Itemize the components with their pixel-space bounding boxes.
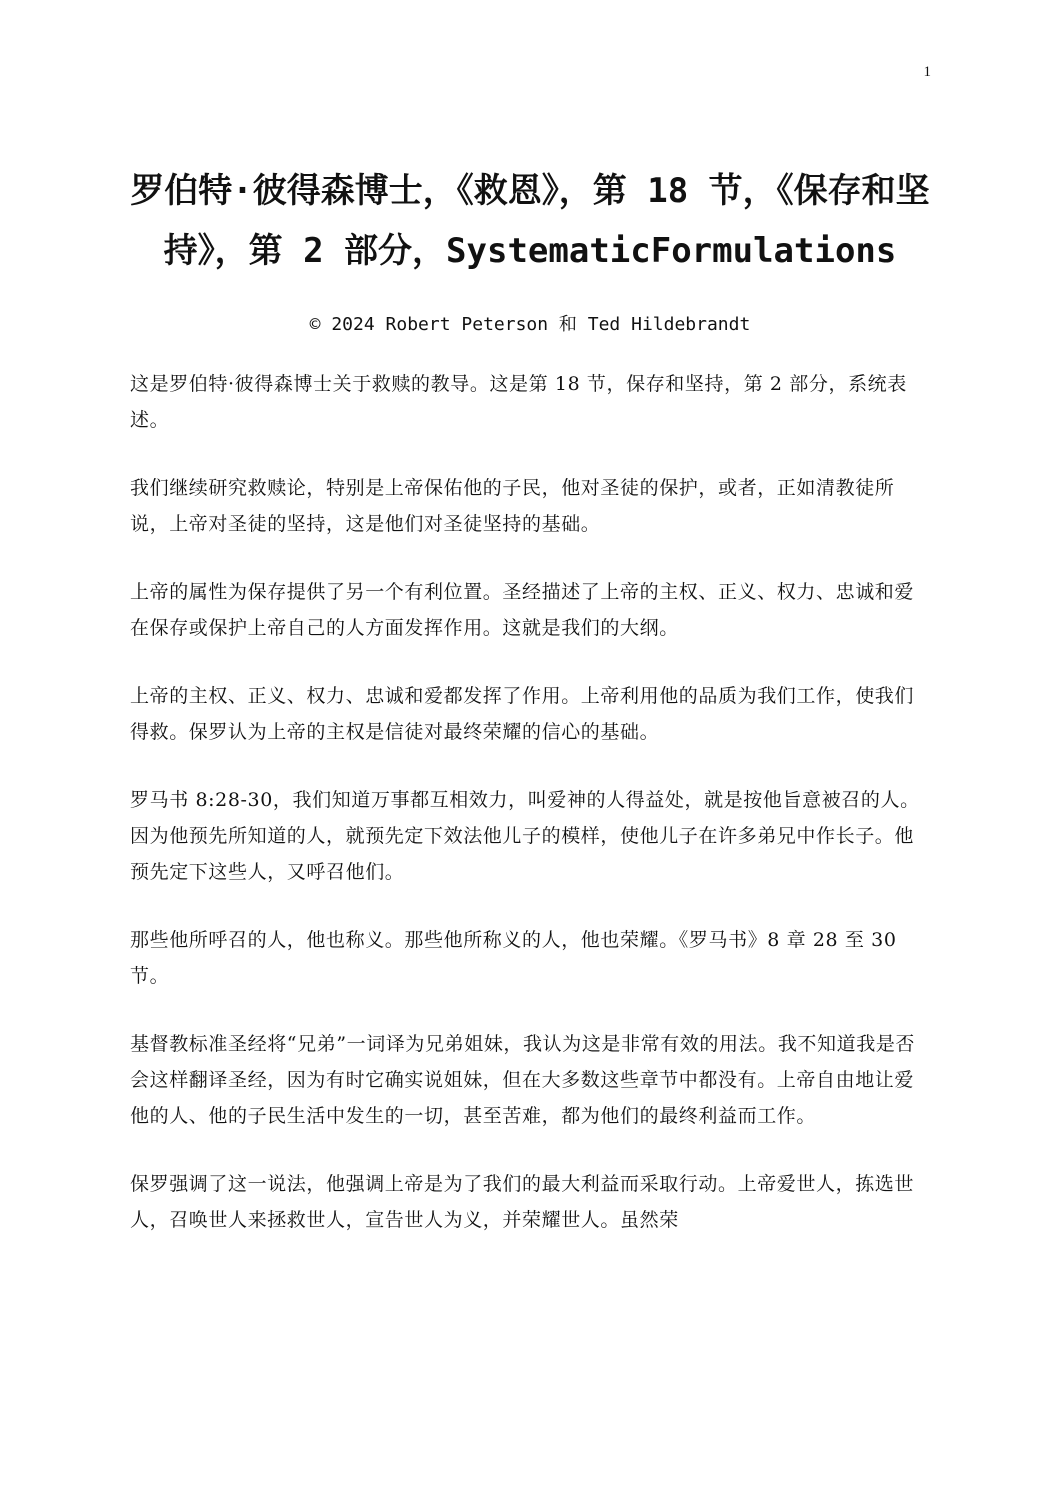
paragraph: 基督教标准圣经将“兄弟”一词译为兄弟姐妹，我认为这是非常有效的用法。我不知道我是否会这样翻译圣经，因为有时它确实说姐妹，但在大多数这些章节中都没有。上帝自由地让爱他的人、他的子民生活中发生的一切，甚至苦难，都为他们的最终利益而工作。 (130, 1033, 916, 1127)
paragraph: 那些他所呼召的人，他也称义。那些他所称义的人，他也荣耀。《罗马书》8 章 28 至 30 节。 (130, 929, 897, 987)
page-number: 1 (923, 64, 931, 80)
paragraph: 我们继续研究救赎论，特别是上帝保佑他的子民，他对圣徒的保护，或者，正如清教徒所说，上帝对圣徒的坚持，这是他们对圣徒坚持的基础。 (130, 477, 895, 535)
paragraph: 保罗强调了这一说法，他强调上帝是为了我们的最大利益而采取行动。上帝爱世人，拣选世人，召唤世人来拯救世人，宣告世人为义，并荣耀世人。虽然荣 (130, 1173, 915, 1231)
paragraph: 上帝的主权、正义、权力、忠诚和爱都发挥了作用。上帝利用他的品质为我们工作，使我们得救。保罗认为上帝的主权是信徒对最终荣耀的信心的基础。 (130, 685, 915, 743)
paragraph: 上帝的属性为保存提供了另一个有利位置。圣经描述了上帝的主权、正义、权力、忠诚和爱在保存或保护上帝自己的人方面发挥作用。这就是我们的大纲。 (130, 581, 915, 639)
paragraph: 这是罗伯特·彼得森博士关于救赎的教导。这是第 18 节，保存和坚持，第 2 部分，系统表述。 (130, 373, 907, 431)
copyright-line: © 2024 Robert Peterson 和 Ted Hildebrandt (309, 314, 751, 335)
paragraph: 罗马书 8:28-30，我们知道万事都互相效力，叫爱神的人得益处，就是按他旨意被召的人。因为他预先所知道的人，就预先定下效法他儿子的模样，使他儿子在许多弟兄中作长子。他预先定下这些人，又呼召他们。 (130, 789, 920, 883)
document-body (130, 366, 925, 1270)
document-title: 罗伯特·彼得森博士，《救恩》，第 18 节，《保存和坚持》，第 2 部分，SystematicFormulations (130, 170, 930, 271)
